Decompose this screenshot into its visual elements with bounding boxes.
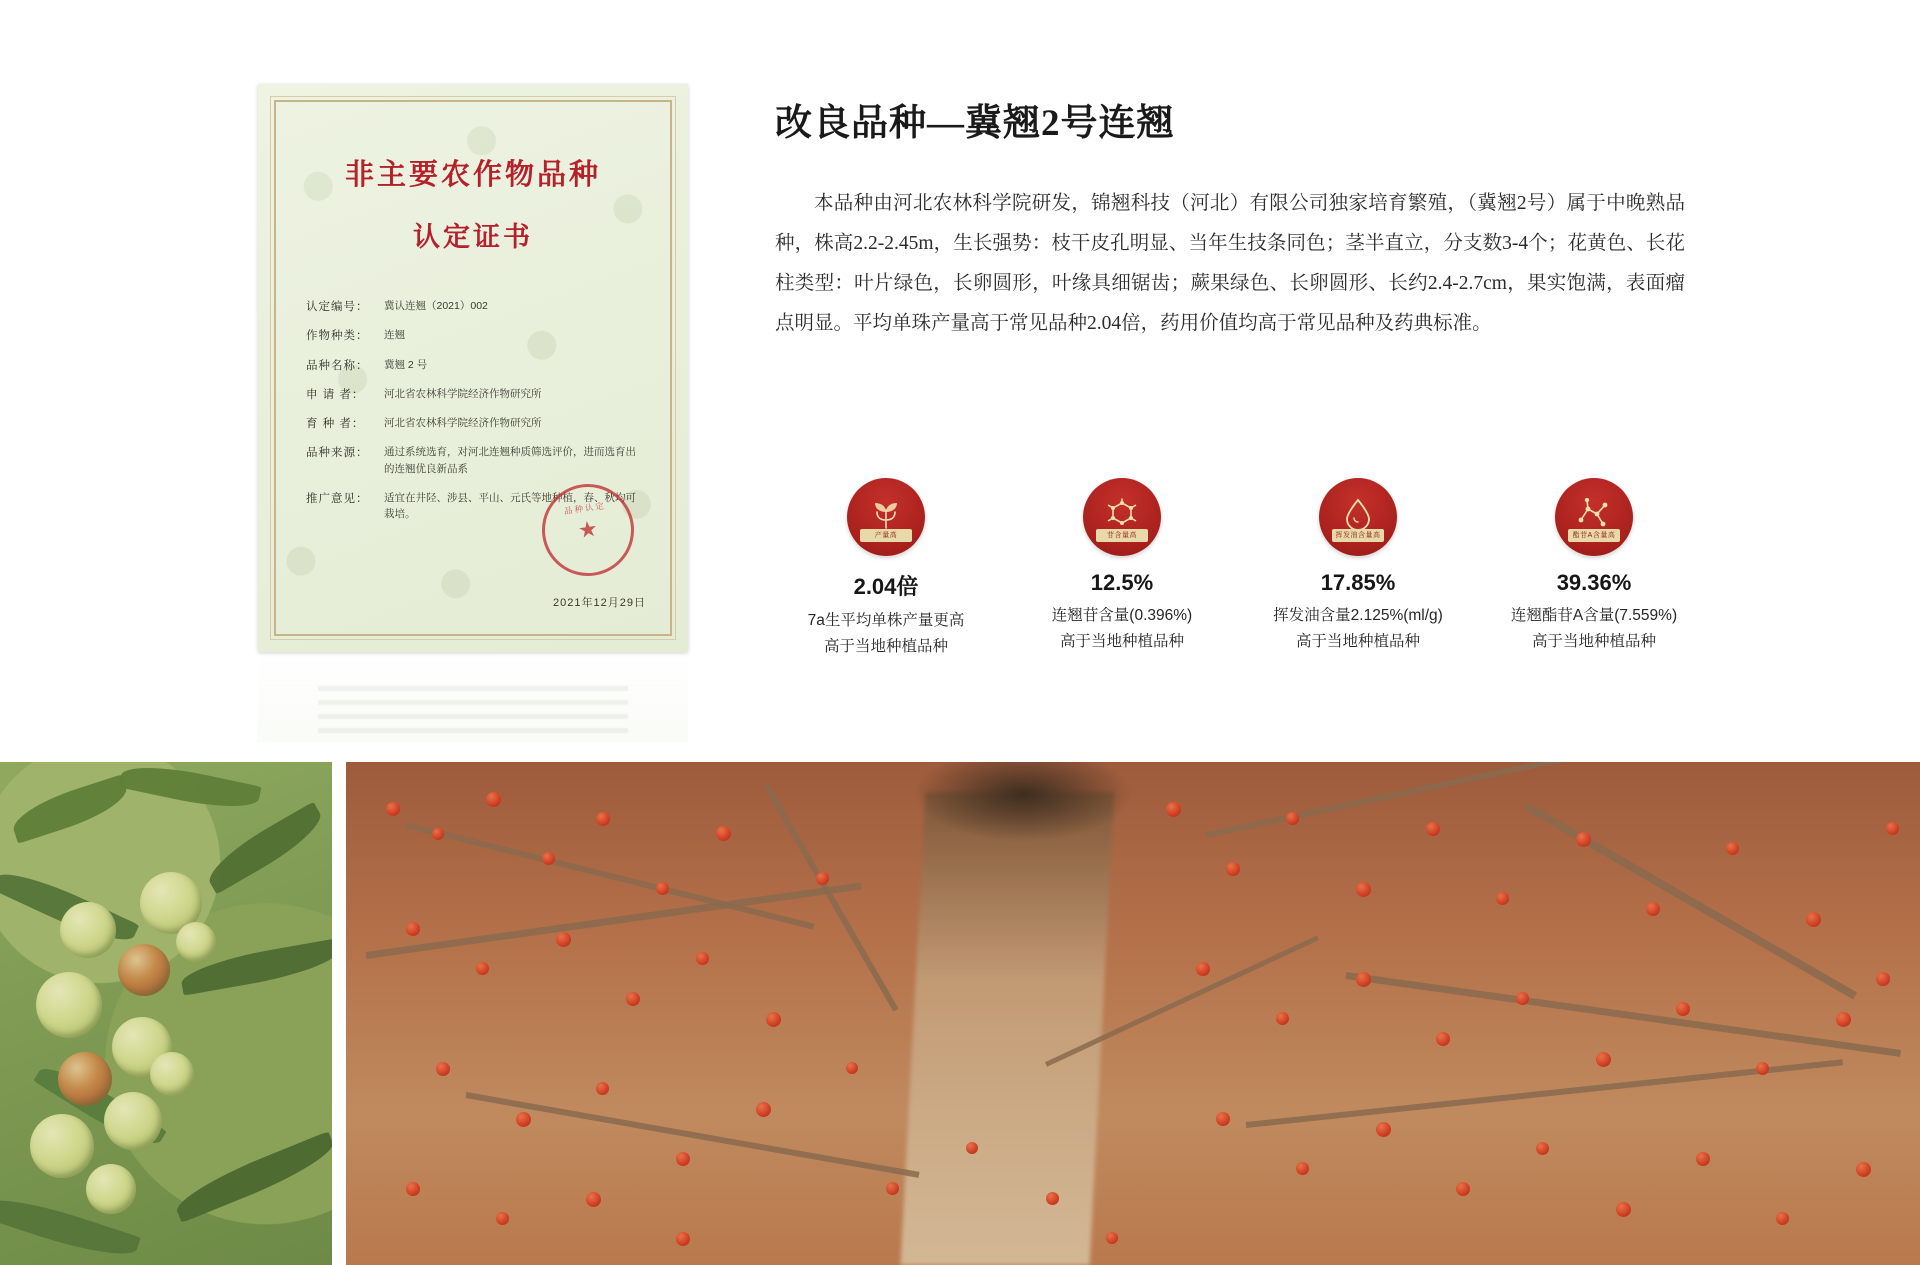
certificate-row-value: 冀认连翘（2021）002	[384, 300, 488, 312]
photo-orchard-harvest	[346, 762, 1920, 1265]
stat-item	[1483, 478, 1705, 659]
certificate-row-label: 品种名称：	[306, 359, 369, 372]
certificate-date: 2021年12月29日	[553, 597, 646, 609]
certificate-row-label: 育 种 者：	[306, 418, 365, 431]
seal-ring-text: 品种认定	[563, 500, 607, 516]
wheat-icon	[847, 478, 925, 556]
page-title: 改良品种—冀翘2号连翘	[775, 103, 1175, 144]
stat-line2: 高于当地种植品种	[1295, 633, 1420, 651]
certificate-title-line1: 非主要农作物品种	[344, 159, 601, 191]
molecule-icon	[1083, 478, 1161, 556]
stat-line2: 高于当地种植品种	[1531, 633, 1656, 651]
stat-value: 39.36%	[1556, 570, 1632, 595]
certificate-row	[306, 298, 646, 314]
seal-star-icon: ★	[576, 515, 600, 544]
stat-item	[1247, 478, 1469, 659]
badge-tag-label: 产量高	[860, 529, 912, 542]
photo-strip	[0, 762, 1920, 1265]
certificate-row-value: 适宜在井陉、涉县、平山、元氏等地种植，春、秋均可栽培。	[384, 491, 636, 521]
certificate-row-label: 推广意见：	[306, 492, 369, 505]
certificate-image	[258, 84, 688, 684]
certificate-row-value: 冀翘 2 号	[384, 358, 428, 371]
article-block	[775, 92, 1685, 344]
certificate-row	[306, 415, 646, 431]
certificate-row-value: 河北省农林科学院经济作物研究所	[384, 387, 542, 400]
certificate-row-value: 河北省农林科学院经济作物研究所	[384, 417, 542, 430]
certificate-reflection	[258, 654, 688, 742]
certificate-card	[258, 84, 688, 652]
stat-value: 12.5%	[1090, 570, 1154, 595]
oil-drop-icon	[1319, 478, 1397, 556]
stat-line2: 高于当地种植品种	[1059, 633, 1184, 651]
badge-tag-label: 酯苷A含量高	[1568, 529, 1620, 542]
stat-line1: 挥发油含量2.125%(ml/g)	[1273, 607, 1443, 624]
stats-row	[775, 478, 1705, 659]
compound-icon	[1555, 478, 1633, 556]
certificate-row	[306, 327, 646, 343]
certificate-row	[306, 386, 646, 402]
certificate-row-value: 连翘	[384, 329, 405, 342]
certificate-row-label: 认定编号：	[306, 301, 369, 313]
certificate-row-label: 品种来源：	[306, 447, 369, 460]
stat-line1: 连翘苷含量(0.396%)	[1051, 607, 1193, 624]
certificate-row-value: 通过系统选育，对河北连翘种质筛选评价，进而选育出的连翘优良新品系	[384, 446, 636, 475]
stat-line1: 连翘酯苷A含量(7.559%)	[1510, 607, 1678, 624]
certificate-row	[306, 357, 646, 373]
stat-item	[775, 478, 997, 659]
stat-value: 17.85%	[1320, 570, 1396, 595]
orchard-path	[900, 792, 1114, 1265]
badge-tag-label: 挥发油含量高	[1332, 529, 1384, 542]
stat-line1: 7a生平均单株产量更高	[807, 612, 965, 629]
certificate-title-line2: 认定证书	[413, 222, 533, 252]
certificate-row-label: 作物种类：	[306, 330, 369, 343]
certificate-row-label: 申 请 者：	[306, 388, 365, 401]
certificate-row	[306, 444, 646, 477]
stat-line2: 高于当地种植品种	[823, 638, 948, 656]
article-paragraph: 本品种由河北农林科学院研发，锦翘科技（河北）有限公司独家培育繁殖，（冀翘2号）属于中晚熟品种，株高2.2-2.45m，生长强势：枝干皮孔明显、当年生技条同色；茎半直立，分支数3-4个；花黄色、长花柱类型：叶片绿色，长卵圆形，叶缘具细锯齿；蕨果绿色、长卵圆形、长约2.4-2.7cm，果实饱满，表面瘤点明显。平均单珠产量高于常见品种2.04倍，药用价值均高于常见品种及药典标准。	[775, 193, 1685, 334]
orchard-horizon-shade	[913, 762, 1133, 842]
stat-value: 2.04倍	[853, 574, 919, 599]
stat-item	[1011, 478, 1233, 659]
photo-green-fruit-branch	[0, 762, 332, 1265]
badge-tag-label: 苷含量高	[1096, 529, 1148, 542]
